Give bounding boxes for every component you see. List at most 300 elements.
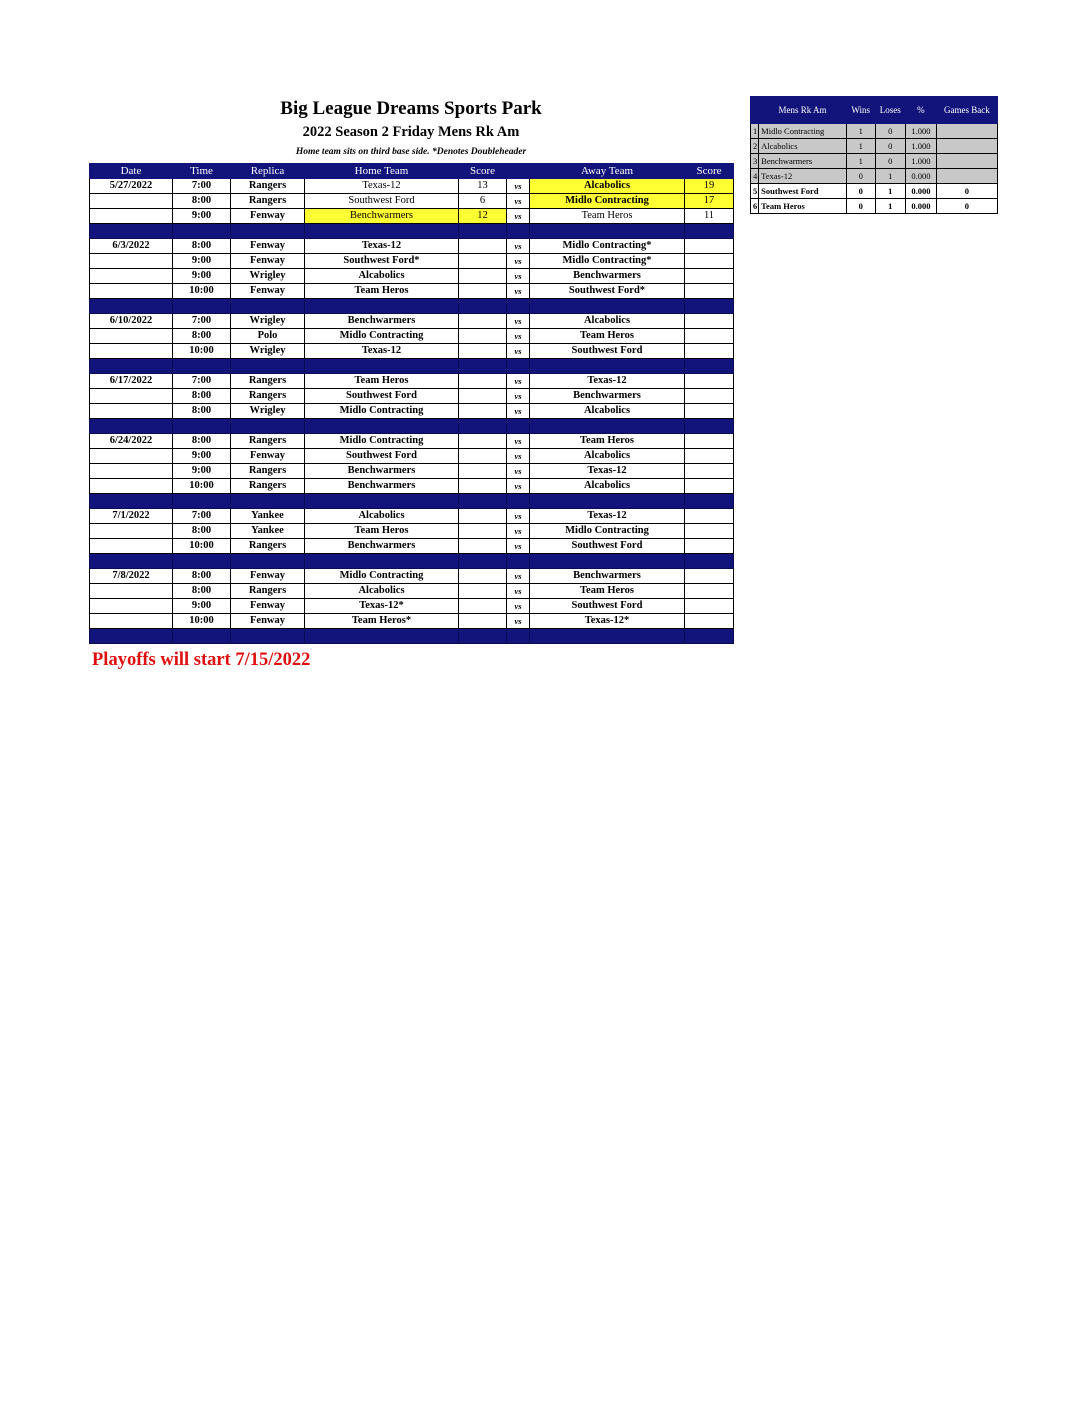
vs-label: vs <box>507 479 530 494</box>
schedule-row <box>90 599 734 614</box>
standings-pct: 0.000 <box>906 169 937 184</box>
home-score: 6 <box>459 194 507 209</box>
separator-cell <box>231 359 305 374</box>
standings-loses-header: Loses <box>875 97 906 124</box>
away-team: Team Heros <box>530 434 685 449</box>
separator-cell <box>173 419 231 434</box>
home-score <box>459 434 507 449</box>
home-team: Southwest Ford* <box>305 254 459 269</box>
game-field: Rangers <box>231 539 305 554</box>
away-score <box>685 539 734 554</box>
vs-label: vs <box>507 254 530 269</box>
away-team: Benchwarmers <box>530 389 685 404</box>
game-field: Rangers <box>231 434 305 449</box>
away-score: 11 <box>685 209 734 224</box>
col-home-score-header: Score <box>459 164 507 179</box>
schedule-row <box>90 449 734 464</box>
away-score <box>685 389 734 404</box>
game-field: Rangers <box>231 479 305 494</box>
home-score <box>459 284 507 299</box>
separator-cell <box>507 299 530 314</box>
separator-cell <box>685 224 734 239</box>
vs-label: vs <box>507 209 530 224</box>
separator-cell <box>90 359 173 374</box>
standings-games-back: 0 <box>936 184 997 199</box>
separator-cell <box>507 629 530 644</box>
home-team: Team Heros <box>305 374 459 389</box>
standings-wins: 1 <box>846 154 875 169</box>
game-date <box>90 329 173 344</box>
game-date <box>90 254 173 269</box>
away-team: Alcabolics <box>530 314 685 329</box>
away-team: Southwest Ford* <box>530 284 685 299</box>
separator-cell <box>530 494 685 509</box>
standings-wins: 0 <box>846 184 875 199</box>
game-time: 7:00 <box>173 509 231 524</box>
game-date <box>90 404 173 419</box>
vs-label: vs <box>507 179 530 194</box>
game-field: Wrigley <box>231 314 305 329</box>
away-team: Team Heros <box>530 584 685 599</box>
away-team: Alcabolics <box>530 479 685 494</box>
standings-pct: 1.000 <box>906 154 937 169</box>
playoffs-notice: Playoffs will start 7/15/2022 <box>92 650 311 670</box>
game-date: 5/27/2022 <box>90 179 173 194</box>
schedule-note: Home team sits on third base side. *Denotes Doubleheader <box>295 147 527 157</box>
away-score <box>685 374 734 389</box>
game-time: 7:00 <box>173 374 231 389</box>
game-time: 8:00 <box>173 329 231 344</box>
game-field: Fenway <box>231 239 305 254</box>
home-team: Texas-12 <box>305 179 459 194</box>
game-date <box>90 599 173 614</box>
home-score <box>459 614 507 629</box>
separator-cell <box>173 629 231 644</box>
separator-cell <box>459 629 507 644</box>
standings-wins: 1 <box>846 139 875 154</box>
game-date <box>90 479 173 494</box>
away-team: Midlo Contracting* <box>530 239 685 254</box>
schedule-row <box>90 314 734 329</box>
game-time: 8:00 <box>173 569 231 584</box>
separator-cell <box>305 629 459 644</box>
schedule-row <box>90 194 734 209</box>
home-team: Southwest Ford <box>305 449 459 464</box>
standings-pct: 1.000 <box>906 124 937 139</box>
away-score <box>685 449 734 464</box>
vs-label: vs <box>507 599 530 614</box>
separator-cell <box>530 359 685 374</box>
game-time: 10:00 <box>173 614 231 629</box>
separator-cell <box>305 359 459 374</box>
separator-cell <box>530 224 685 239</box>
away-team: Alcabolics <box>530 179 685 194</box>
home-team: Team Heros* <box>305 614 459 629</box>
game-field: Polo <box>231 329 305 344</box>
game-date: 6/24/2022 <box>90 434 173 449</box>
home-score <box>459 464 507 479</box>
away-team: Southwest Ford <box>530 599 685 614</box>
home-score <box>459 254 507 269</box>
separator-cell <box>305 224 459 239</box>
schedule-row <box>90 269 734 284</box>
away-score <box>685 404 734 419</box>
separator-cell <box>173 494 231 509</box>
separator-cell <box>507 224 530 239</box>
game-field: Wrigley <box>231 404 305 419</box>
vs-label: vs <box>507 614 530 629</box>
standings-wins: 0 <box>846 199 875 214</box>
week-separator <box>90 359 734 374</box>
game-field: Rangers <box>231 584 305 599</box>
standings-pct: 0.000 <box>906 199 937 214</box>
away-score <box>685 284 734 299</box>
home-score <box>459 239 507 254</box>
game-field: Wrigley <box>231 344 305 359</box>
schedule-row <box>90 509 734 524</box>
standings-loses: 1 <box>875 184 906 199</box>
week-separator <box>90 419 734 434</box>
game-date <box>90 284 173 299</box>
home-score <box>459 329 507 344</box>
schedule-row <box>90 524 734 539</box>
separator-cell <box>530 299 685 314</box>
separator-cell <box>459 224 507 239</box>
schedule-row <box>90 374 734 389</box>
standings-games-back: 0 <box>936 199 997 214</box>
home-team: Texas-12 <box>305 344 459 359</box>
home-team: Alcabolics <box>305 584 459 599</box>
separator-cell <box>173 224 231 239</box>
standings-games-back <box>936 154 997 169</box>
standings-loses: 0 <box>875 124 906 139</box>
game-field: Fenway <box>231 599 305 614</box>
vs-label: vs <box>507 269 530 284</box>
home-score <box>459 584 507 599</box>
away-team: Team Heros <box>530 329 685 344</box>
home-score <box>459 599 507 614</box>
separator-cell <box>90 299 173 314</box>
away-score <box>685 524 734 539</box>
game-date <box>90 449 173 464</box>
away-team: Team Heros <box>530 209 685 224</box>
home-score <box>459 374 507 389</box>
standings-rank-header <box>751 97 759 124</box>
schedule-row <box>90 254 734 269</box>
away-team: Midlo Contracting* <box>530 254 685 269</box>
separator-cell <box>459 554 507 569</box>
separator-cell <box>231 224 305 239</box>
week-separator <box>90 224 734 239</box>
home-team: Midlo Contracting <box>305 329 459 344</box>
separator-cell <box>90 629 173 644</box>
col-vs-header <box>507 164 530 179</box>
game-time: 7:00 <box>173 179 231 194</box>
game-date <box>90 389 173 404</box>
standings-table <box>750 96 998 214</box>
col-replica-header: Replica <box>231 164 305 179</box>
separator-cell <box>173 359 231 374</box>
schedule-row <box>90 404 734 419</box>
game-date <box>90 464 173 479</box>
home-score <box>459 449 507 464</box>
game-field: Wrigley <box>231 269 305 284</box>
separator-cell <box>90 554 173 569</box>
game-time: 7:00 <box>173 314 231 329</box>
separator-cell <box>685 554 734 569</box>
standings-team: Team Heros <box>759 199 847 214</box>
home-score <box>459 569 507 584</box>
separator-cell <box>459 419 507 434</box>
standings-rank: 3 <box>751 154 759 169</box>
separator-cell <box>231 629 305 644</box>
away-team: Midlo Contracting <box>530 524 685 539</box>
standings-team: Alcabolics <box>759 139 847 154</box>
vs-label: vs <box>507 509 530 524</box>
vs-label: vs <box>507 539 530 554</box>
game-field: Yankee <box>231 524 305 539</box>
separator-cell <box>305 299 459 314</box>
game-time: 9:00 <box>173 254 231 269</box>
standings-pct: 0.000 <box>906 184 937 199</box>
away-team: Texas-12* <box>530 614 685 629</box>
home-team: Southwest Ford <box>305 389 459 404</box>
home-team: Midlo Contracting <box>305 569 459 584</box>
separator-cell <box>507 359 530 374</box>
game-date: 7/8/2022 <box>90 569 173 584</box>
standings-team: Texas-12 <box>759 169 847 184</box>
game-field: Fenway <box>231 614 305 629</box>
separator-cell <box>305 419 459 434</box>
schedule-row <box>90 239 734 254</box>
schedule-row <box>90 179 734 194</box>
away-score <box>685 509 734 524</box>
away-team: Alcabolics <box>530 449 685 464</box>
home-team: Benchwarmers <box>305 479 459 494</box>
away-team: Southwest Ford <box>530 344 685 359</box>
away-score <box>685 434 734 449</box>
standings-loses: 0 <box>875 154 906 169</box>
away-team: Benchwarmers <box>530 569 685 584</box>
game-date <box>90 539 173 554</box>
col-away-score-header: Score <box>685 164 734 179</box>
game-date: 6/17/2022 <box>90 374 173 389</box>
home-team: Texas-12* <box>305 599 459 614</box>
separator-cell <box>90 224 173 239</box>
separator-cell <box>305 554 459 569</box>
standings-row <box>751 139 998 154</box>
separator-cell <box>507 554 530 569</box>
standings-team: Midlo Contracting <box>759 124 847 139</box>
standings-row <box>751 124 998 139</box>
home-team: Benchwarmers <box>305 464 459 479</box>
away-score <box>685 314 734 329</box>
game-field: Rangers <box>231 179 305 194</box>
separator-cell <box>459 299 507 314</box>
game-field: Rangers <box>231 374 305 389</box>
game-date <box>90 614 173 629</box>
away-score <box>685 584 734 599</box>
standings-rank: 6 <box>751 199 759 214</box>
game-field: Fenway <box>231 569 305 584</box>
away-score <box>685 344 734 359</box>
schedule-row <box>90 389 734 404</box>
game-time: 10:00 <box>173 539 231 554</box>
game-field: Rangers <box>231 464 305 479</box>
standings-division-header: Mens Rk Am <box>759 97 847 124</box>
away-score <box>685 269 734 284</box>
home-team: Midlo Contracting <box>305 434 459 449</box>
game-time: 9:00 <box>173 449 231 464</box>
game-time: 8:00 <box>173 404 231 419</box>
game-field: Fenway <box>231 449 305 464</box>
standings-games-back <box>936 169 997 184</box>
col-away-team-header: Away Team <box>530 164 685 179</box>
separator-cell <box>231 419 305 434</box>
standings-rank: 2 <box>751 139 759 154</box>
standings-loses: 0 <box>875 139 906 154</box>
game-time: 10:00 <box>173 344 231 359</box>
separator-cell <box>685 629 734 644</box>
season-subtitle: 2022 Season 2 Friday Mens Rk Am <box>302 124 520 140</box>
standings-body <box>751 124 998 214</box>
vs-label: vs <box>507 584 530 599</box>
game-time: 10:00 <box>173 479 231 494</box>
home-score: 13 <box>459 179 507 194</box>
home-score <box>459 344 507 359</box>
game-time: 9:00 <box>173 209 231 224</box>
home-team: Benchwarmers <box>305 209 459 224</box>
game-date <box>90 209 173 224</box>
home-team: Southwest Ford <box>305 194 459 209</box>
standings-row <box>751 169 998 184</box>
game-date <box>90 269 173 284</box>
home-score <box>459 509 507 524</box>
separator-cell <box>530 554 685 569</box>
vs-label: vs <box>507 464 530 479</box>
col-time-header: Time <box>173 164 231 179</box>
home-score <box>459 404 507 419</box>
home-score <box>459 524 507 539</box>
home-score <box>459 269 507 284</box>
home-team: Team Heros <box>305 284 459 299</box>
away-score: 17 <box>685 194 734 209</box>
game-time: 8:00 <box>173 194 231 209</box>
vs-label: vs <box>507 284 530 299</box>
game-field: Fenway <box>231 209 305 224</box>
schedule-row <box>90 479 734 494</box>
game-date <box>90 524 173 539</box>
week-separator <box>90 494 734 509</box>
schedule-row <box>90 569 734 584</box>
home-team: Team Heros <box>305 524 459 539</box>
standings-wins-header: Wins <box>846 97 875 124</box>
standings-rank: 5 <box>751 184 759 199</box>
separator-cell <box>173 554 231 569</box>
vs-label: vs <box>507 524 530 539</box>
game-date <box>90 584 173 599</box>
game-time: 10:00 <box>173 284 231 299</box>
game-time: 8:00 <box>173 389 231 404</box>
vs-label: vs <box>507 404 530 419</box>
standings-row <box>751 154 998 169</box>
away-team: Texas-12 <box>530 374 685 389</box>
schedule-row <box>90 329 734 344</box>
game-time: 8:00 <box>173 239 231 254</box>
separator-cell <box>305 494 459 509</box>
vs-label: vs <box>507 344 530 359</box>
away-score <box>685 464 734 479</box>
away-score <box>685 239 734 254</box>
home-team: Alcabolics <box>305 269 459 284</box>
away-team: Texas-12 <box>530 464 685 479</box>
standings-team: Southwest Ford <box>759 184 847 199</box>
standings-header-row <box>751 97 998 124</box>
vs-label: vs <box>507 374 530 389</box>
page-title: Big League Dreams Sports Park <box>280 98 542 119</box>
schedule-row <box>90 284 734 299</box>
home-score <box>459 389 507 404</box>
separator-cell <box>685 419 734 434</box>
standings-row <box>751 199 998 214</box>
away-team: Alcabolics <box>530 404 685 419</box>
schedule-row <box>90 614 734 629</box>
home-score: 12 <box>459 209 507 224</box>
away-score <box>685 599 734 614</box>
standings-loses: 1 <box>875 169 906 184</box>
vs-label: vs <box>507 239 530 254</box>
separator-cell <box>530 419 685 434</box>
away-team: Benchwarmers <box>530 269 685 284</box>
game-date: 6/3/2022 <box>90 239 173 254</box>
separator-cell <box>231 554 305 569</box>
separator-cell <box>90 494 173 509</box>
game-time: 9:00 <box>173 464 231 479</box>
game-date: 6/10/2022 <box>90 314 173 329</box>
separator-cell <box>173 299 231 314</box>
away-score <box>685 479 734 494</box>
game-field: Fenway <box>231 254 305 269</box>
schedule-row <box>90 344 734 359</box>
schedule-row <box>90 584 734 599</box>
separator-cell <box>231 494 305 509</box>
week-separator <box>90 554 734 569</box>
away-score <box>685 569 734 584</box>
separator-cell <box>459 494 507 509</box>
week-separator <box>90 629 734 644</box>
schedule-table <box>89 163 734 644</box>
separator-cell <box>507 419 530 434</box>
separator-cell <box>685 494 734 509</box>
standings-rank: 4 <box>751 169 759 184</box>
schedule-row <box>90 209 734 224</box>
home-team: Texas-12 <box>305 239 459 254</box>
away-team: Midlo Contracting <box>530 194 685 209</box>
away-score: 19 <box>685 179 734 194</box>
col-date-header: Date <box>90 164 173 179</box>
separator-cell <box>231 299 305 314</box>
home-score <box>459 314 507 329</box>
vs-label: vs <box>507 449 530 464</box>
vs-label: vs <box>507 314 530 329</box>
separator-cell <box>685 299 734 314</box>
home-team: Benchwarmers <box>305 539 459 554</box>
away-score <box>685 329 734 344</box>
standings-wins: 0 <box>846 169 875 184</box>
standings-pct: 1.000 <box>906 139 937 154</box>
schedule-header-row <box>90 164 734 179</box>
separator-cell <box>90 419 173 434</box>
